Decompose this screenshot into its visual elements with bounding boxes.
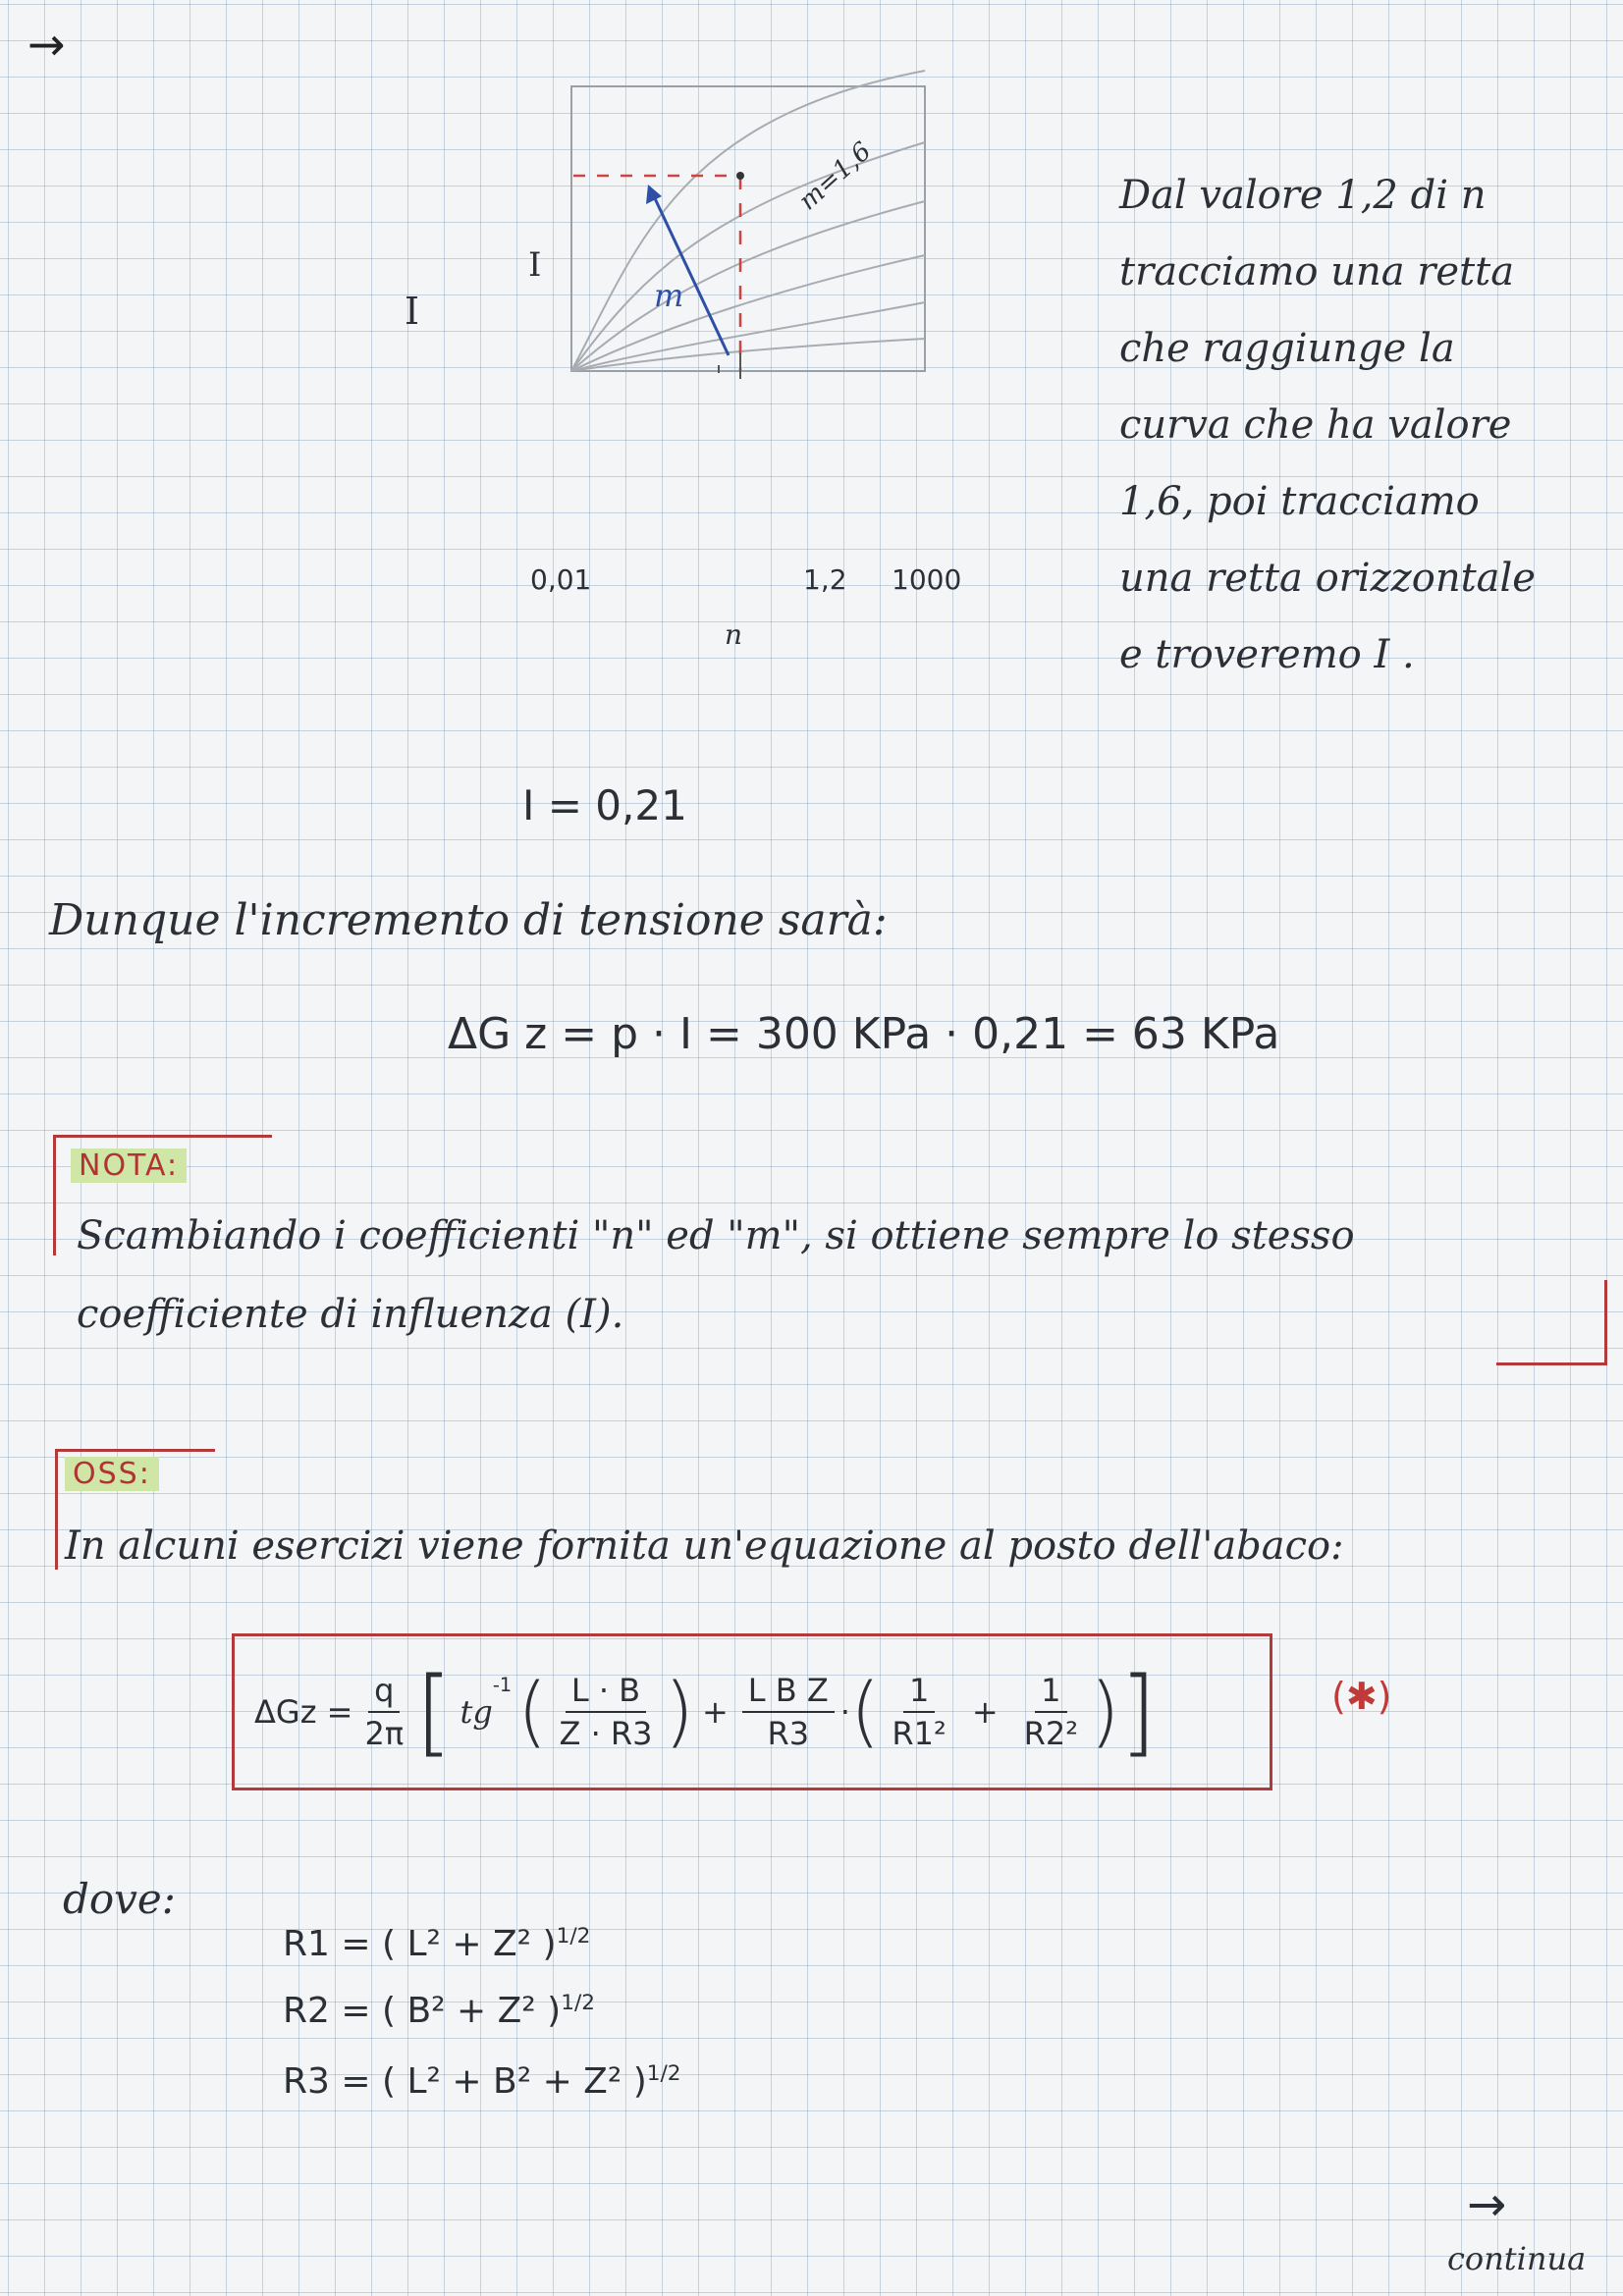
side-explanation: [1119, 157, 1536, 693]
side-line: e troveremo I .: [1119, 632, 1415, 677]
blue-arrow-head: [646, 185, 662, 204]
formula-frac-4: [1018, 1672, 1084, 1752]
formula-dot: ·: [839, 1693, 850, 1731]
formula-frac-1-den: Z · R3: [559, 1715, 653, 1752]
r3-text: R3 = ( L² + B² + Z² ): [283, 2061, 647, 2102]
influence-result: I = 0,21: [522, 781, 687, 829]
formula-frac-2-num: L B Z: [742, 1672, 835, 1713]
r1-text: R1 = ( L² + Z² ): [283, 1924, 557, 1964]
r2-definition: [283, 1991, 595, 2031]
note-line-1: Scambiando i coefficienti "n" ed "m", si ottiene sempre lo stesso: [77, 1213, 1355, 1258]
formula-coef-den: 2π: [364, 1715, 405, 1752]
curve-1: [571, 339, 925, 371]
stress-increment-equation: ΔG z = p · I = 300 KPa · 0,21 = 63 KPa: [448, 1009, 1280, 1059]
x-axis-label: n: [725, 618, 743, 651]
x-tick-right: 1000: [892, 563, 962, 596]
curve-6: [571, 71, 925, 371]
formula-coef: [358, 1672, 409, 1752]
header-arrow: →: [27, 18, 66, 71]
side-line: curva che ha valore: [1119, 402, 1512, 448]
intersection-point: [736, 172, 744, 180]
formula-frac-2: [742, 1672, 835, 1752]
side-line: Dal valore 1,2 di n: [1119, 173, 1487, 218]
curve-label: m=1,6: [793, 136, 878, 217]
formula-plus-2: +: [971, 1693, 999, 1731]
close-bracket: ]: [1119, 1657, 1157, 1767]
note-line-2: coefficiente di influenza (I).: [77, 1292, 624, 1337]
formula-frac-1-num: L · B: [566, 1672, 646, 1713]
note-right-bracket: [1496, 1280, 1607, 1365]
close-paren: ): [1090, 1668, 1120, 1756]
formula-frac-4-num: 1: [1035, 1672, 1066, 1713]
r3-exponent: 1/2: [646, 2061, 681, 2086]
formula-tg-exp: -1: [492, 1674, 513, 1696]
y-axis-label: I: [405, 290, 420, 333]
side-line: 1,6, poi tracciamo: [1119, 479, 1480, 524]
formula-frac-4-den: R2²: [1023, 1715, 1079, 1752]
formula-box: [232, 1633, 1272, 1790]
curve-2: [571, 302, 925, 371]
open-bracket: [: [415, 1657, 453, 1767]
formula-lhs: ΔGz =: [254, 1693, 353, 1731]
footer-continue: continua: [1447, 2240, 1587, 2277]
r2-text: R2 = ( B² + Z² ): [283, 1991, 562, 2031]
formula-frac-3: [886, 1672, 951, 1752]
x-tick-mid: 1,2: [803, 563, 847, 596]
r2-exponent: 1/2: [561, 1991, 595, 2015]
open-paren: (: [517, 1668, 548, 1756]
formula-plus-1: +: [701, 1693, 729, 1731]
r1-exponent: 1/2: [556, 1924, 591, 1949]
oss-tag: [65, 1457, 159, 1491]
curve-4: [571, 201, 925, 371]
side-line: una retta orizzontale: [1119, 556, 1536, 601]
oss-line-1: In alcuni esercizi viene fornita un'equazione al posto dell'abaco:: [65, 1523, 1344, 1569]
formula-tg: tg: [460, 1693, 493, 1731]
where-label: dove:: [63, 1875, 176, 1923]
note-tag-label: NOTA:: [71, 1148, 187, 1183]
oss-tag-label: OSS:: [65, 1457, 159, 1491]
footer-arrow: →: [1467, 2177, 1507, 2232]
formula: [254, 1648, 1157, 1776]
note-tag: [71, 1148, 187, 1183]
formula-frac-3-num: 1: [903, 1672, 935, 1713]
formula-coef-num: q: [368, 1672, 400, 1713]
formula-frac-2-den: R3: [767, 1715, 810, 1752]
close-paren: ): [664, 1668, 694, 1756]
abacus-graph: [363, 59, 952, 471]
open-paren: (: [849, 1668, 881, 1756]
formula-frac-3-den: R1²: [892, 1715, 947, 1752]
formula-marker: (✱): [1331, 1675, 1392, 1718]
y-marker-label: I: [528, 245, 542, 285]
arrow-label: m: [654, 277, 684, 314]
x-tick-left: 0,01: [530, 563, 592, 596]
intro-sentence: Dunque l'incremento di tensione sarà:: [49, 895, 888, 945]
formula-frac-1: [553, 1672, 658, 1752]
r3-definition: [283, 2061, 681, 2102]
side-line: tracciamo una retta: [1119, 249, 1515, 294]
r1-definition: [283, 1924, 590, 1964]
side-line: che raggiunge la: [1119, 326, 1455, 371]
